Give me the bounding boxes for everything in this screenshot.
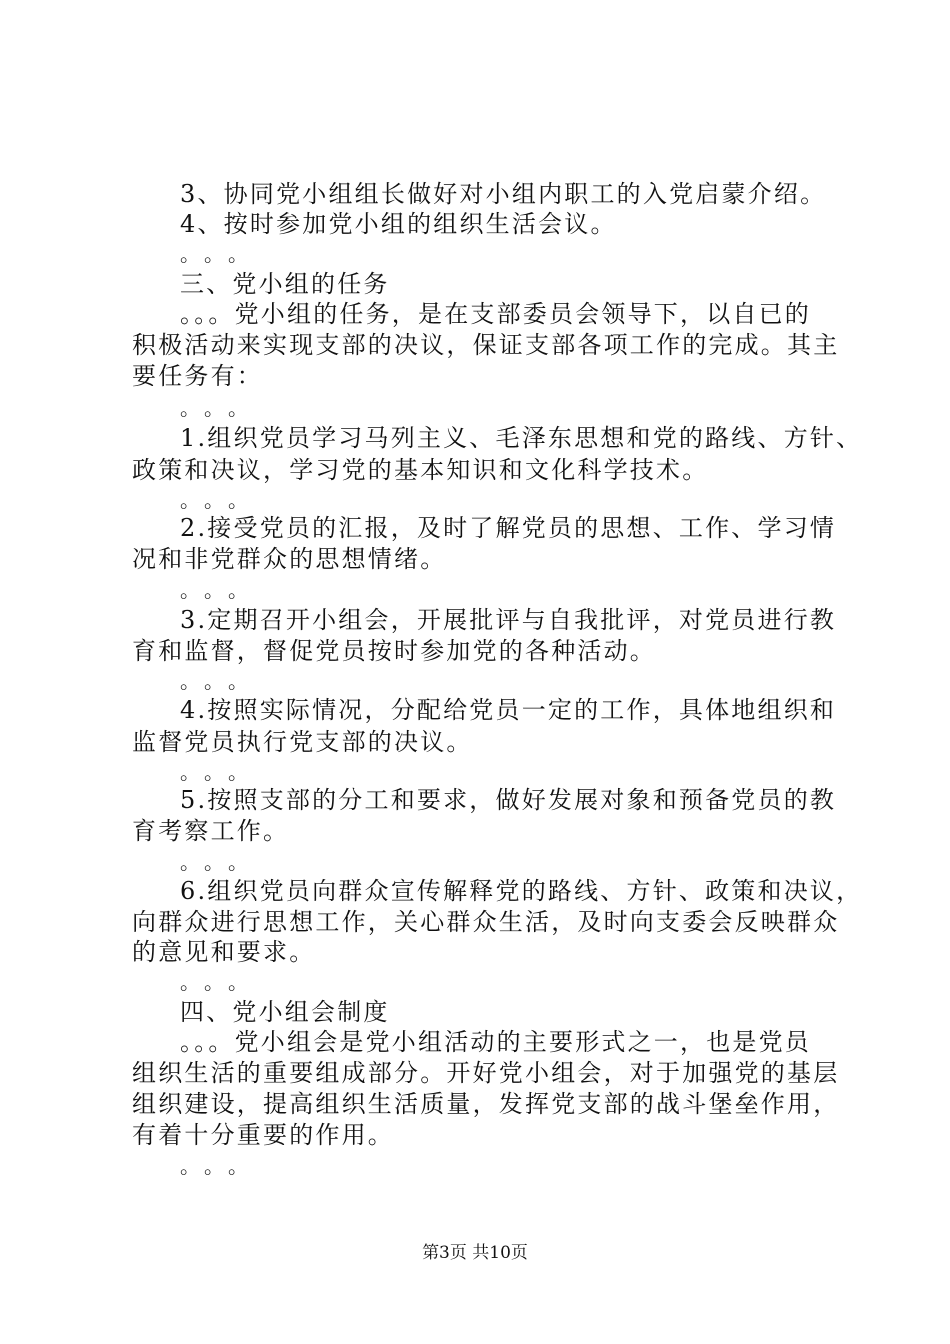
text-line: 要任务有： [132, 362, 263, 390]
text-line: 。。。党小组会是党小组活动的主要形式之一，也是党员 [180, 1028, 811, 1056]
text-line: 育考察工作。 [132, 817, 290, 845]
text-line: 组织建设，提高组织生活质量，发挥党支部的战斗堡垒作用， [132, 1090, 840, 1118]
text-line: 1.组织党员学习马列主义、毛泽东思想和党的路线、方针、 [180, 424, 863, 452]
text-line: 育和监督，督促党员按时参加党的各种活动。 [132, 637, 656, 665]
ellipsis-line: 。。。 [180, 669, 262, 693]
section-heading: 三、党小组的任务 [180, 270, 390, 298]
text-line: 。。。党小组的任务，是在支部委员会领导下，以自已的 [180, 300, 811, 328]
ellipsis-line: 。。。 [180, 1154, 262, 1178]
text-line: 组织生活的重要组成部分。开好党小组会，对于加强党的基层 [132, 1059, 840, 1087]
text-line: 有着十分重要的作用。 [132, 1121, 394, 1149]
ellipsis-line: 。。。 [180, 242, 262, 266]
text-line: 政策和决议，学习党的基本知识和文化科学技术。 [132, 456, 709, 484]
text-line: 况和非党群众的思想情绪。 [132, 545, 447, 573]
text-line: 积极活动来实现支部的决议，保证支部各项工作的完成。其主 [132, 331, 840, 359]
ellipsis-line: 。。。 [180, 760, 262, 784]
text-line: 4、按时参加党小组的组织生活会议。 [180, 210, 617, 238]
text-line: 3、协同党小组组长做好对小组内职工的入党启蒙介绍。 [180, 180, 827, 208]
text-line: 3.定期召开小组会，开展批评与自我批评，对党员进行教 [180, 606, 837, 634]
text-line: 4.按照实际情况，分配给党员一定的工作，具体地组织和 [180, 696, 837, 724]
page-number-footer: 第3页 共10页 [422, 1243, 528, 1263]
ellipsis-line: 。。。 [180, 396, 262, 420]
text-line: 向群众进行思想工作，关心群众生活，及时向支委会反映群众 [132, 908, 840, 936]
section-heading: 四、党小组会制度 [180, 998, 390, 1026]
text-line: 的意见和要求。 [132, 938, 316, 966]
text-line: 6.组织党员向群众宣传解释党的路线、方针、政策和决议， [180, 877, 863, 905]
text-line: 监督党员执行党支部的决议。 [132, 728, 473, 756]
ellipsis-line: 。。。 [180, 578, 262, 602]
text-line: 5.按照支部的分工和要求，做好发展对象和预备党员的教 [180, 786, 837, 814]
ellipsis-line: 。。。 [180, 850, 262, 874]
ellipsis-line: 。。。 [180, 970, 262, 994]
text-line: 2.接受党员的汇报，及时了解党员的思想、工作、学习情 [180, 514, 837, 542]
ellipsis-line: 。。。 [180, 488, 262, 512]
